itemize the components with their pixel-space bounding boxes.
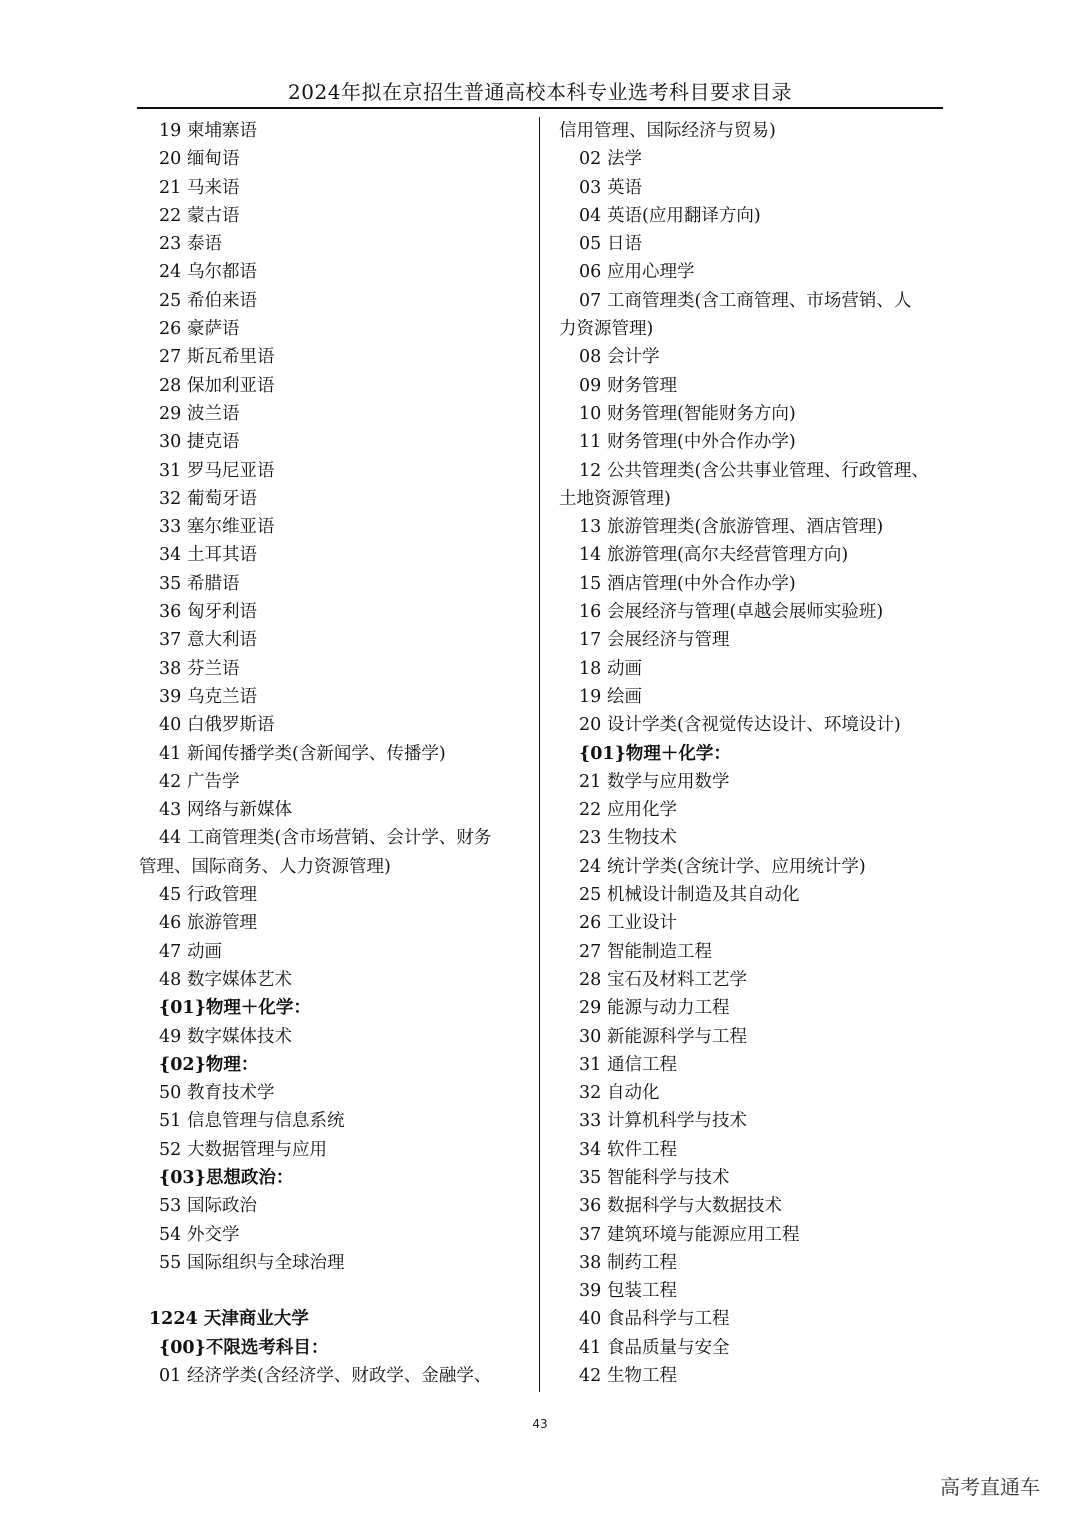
major-item (559, 372, 949, 400)
major-item (559, 1107, 949, 1135)
major-number: 22 (579, 800, 602, 821)
major-name: 应用化学 (607, 800, 677, 821)
major-item (139, 400, 529, 428)
major-name: 机械设计制造及其自动化 (607, 885, 800, 906)
major-number: 36 (159, 602, 182, 623)
major-item (139, 343, 529, 371)
major-name: 会展经济与管理(卓越会展师实验班) (607, 602, 884, 623)
major-item (139, 938, 529, 966)
major-item (139, 1221, 529, 1249)
major-name: 数据科学与大数据技术 (607, 1196, 782, 1217)
major-name: 土耳其语 (187, 545, 257, 566)
major-name: 通信工程 (607, 1054, 677, 1075)
major-number: 27 (579, 941, 602, 962)
major-name: 工商管理类(含市场营销、会计学、财务 (187, 828, 492, 849)
major-name: 新能源科学与工程 (607, 1026, 747, 1047)
major-item (559, 287, 949, 315)
major-name: 保加利亚语 (187, 375, 275, 396)
major-item (139, 1023, 529, 1051)
major-number: 20 (579, 715, 602, 736)
major-name: 食品质量与安全 (607, 1337, 730, 1358)
column-divider (539, 117, 540, 1392)
major-number: 23 (579, 828, 602, 849)
major-item (559, 1051, 949, 1079)
major-name: 设计学类(含视觉传达设计、环境设计) (607, 715, 901, 736)
major-number: 01 (159, 1366, 182, 1387)
major-name: 马来语 (187, 177, 240, 198)
major-item (139, 740, 529, 768)
major-number: 25 (159, 290, 182, 311)
header-rule (137, 107, 943, 109)
major-name: 芬兰语 (187, 658, 240, 679)
major-number: 40 (579, 1309, 602, 1330)
major-number: 54 (159, 1224, 182, 1245)
major-number: 40 (159, 715, 182, 736)
major-name: 工业设计 (607, 913, 677, 934)
major-number: 19 (159, 121, 182, 141)
major-number: 28 (579, 969, 602, 990)
major-number: 37 (579, 1224, 602, 1245)
major-item (139, 655, 529, 683)
major-item (139, 315, 529, 343)
major-number: 10 (579, 403, 602, 424)
major-item (139, 1107, 529, 1135)
major-name: 生物工程 (607, 1366, 677, 1387)
major-item (559, 938, 949, 966)
major-number: 32 (159, 488, 182, 509)
major-number: 15 (579, 573, 602, 594)
major-item (559, 1249, 949, 1277)
major-name: 经济学类(含经济学、财政学、金融学、 (187, 1366, 492, 1387)
major-item (139, 1192, 529, 1220)
major-item (559, 400, 949, 428)
major-name: 自动化 (607, 1083, 660, 1104)
major-name: 希腊语 (187, 573, 240, 594)
major-number: 16 (579, 602, 602, 623)
major-name: 匈牙利语 (187, 602, 257, 623)
major-name-continuation: 信用管理、国际经济与贸易) (559, 121, 776, 141)
major-item (559, 570, 949, 598)
major-number: 19 (579, 686, 602, 707)
major-item (559, 1192, 949, 1220)
major-item (139, 428, 529, 456)
major-item (139, 1362, 529, 1390)
major-number: 42 (579, 1366, 602, 1387)
major-item (559, 457, 949, 485)
major-name: 乌尔都语 (187, 262, 257, 283)
major-number: 08 (579, 347, 602, 368)
major-name: 智能制造工程 (607, 941, 712, 962)
major-name: 会计学 (607, 347, 660, 368)
major-number: 33 (159, 517, 182, 538)
right-column (559, 117, 949, 1390)
major-item (139, 287, 529, 315)
major-name: 蒙古语 (187, 205, 240, 226)
major-name: 财务管理(智能财务方向) (607, 403, 796, 424)
major-number: 45 (159, 885, 182, 906)
major-number: 27 (159, 347, 182, 368)
major-number: 03 (579, 177, 602, 198)
major-name: 法学 (607, 149, 642, 170)
page-title: 2024年拟在京招生普通高校本科专业选考科目要求目录 (288, 80, 792, 104)
major-name: 葡萄牙语 (187, 488, 257, 509)
major-number: 43 (159, 800, 182, 821)
major-number: 29 (159, 403, 182, 424)
major-name: 白俄罗斯语 (187, 715, 275, 736)
major-item (559, 343, 949, 371)
major-number: 31 (579, 1054, 602, 1075)
subject-requirement-heading: {03}思想政治： (159, 1167, 294, 1188)
major-number: 35 (159, 573, 182, 594)
major-name: 广告学 (187, 771, 240, 792)
major-number: 47 (159, 941, 182, 962)
major-item (139, 711, 529, 739)
major-number: 23 (159, 234, 182, 255)
major-item (559, 1136, 949, 1164)
major-name: 行政管理 (187, 885, 257, 906)
major-item (139, 683, 529, 711)
major-number: 53 (159, 1196, 182, 1217)
major-item (139, 258, 529, 286)
major-number: 12 (579, 460, 602, 481)
major-name: 网络与新媒体 (187, 800, 292, 821)
major-number: 13 (579, 517, 602, 538)
major-item (559, 626, 949, 654)
major-number: 36 (579, 1196, 602, 1217)
major-item (559, 711, 949, 739)
major-name: 旅游管理 (187, 913, 257, 934)
major-item (559, 1164, 949, 1192)
major-item (559, 994, 949, 1022)
subject-requirement-heading: {00}不限选考科目： (159, 1337, 329, 1358)
major-name: 财务管理(中外合作办学) (607, 432, 796, 453)
major-name: 捷克语 (187, 432, 240, 453)
major-item (139, 513, 529, 541)
major-name: 财务管理 (607, 375, 677, 396)
major-item (559, 1221, 949, 1249)
school-heading: 1224 天津商业大学 (149, 1309, 309, 1330)
major-item (559, 174, 949, 202)
major-name: 罗马尼亚语 (187, 460, 275, 481)
major-number: 41 (579, 1337, 602, 1358)
major-item (559, 230, 949, 258)
major-name: 国际组织与全球治理 (187, 1252, 345, 1273)
major-number: 44 (159, 828, 182, 849)
major-number: 21 (159, 177, 182, 198)
major-item (559, 683, 949, 711)
major-name: 绘画 (607, 686, 642, 707)
major-number: 51 (159, 1111, 182, 1132)
major-item (139, 1079, 529, 1107)
major-number: 24 (579, 856, 602, 877)
major-number: 38 (159, 658, 182, 679)
major-item (139, 1136, 529, 1164)
major-item (139, 174, 529, 202)
major-number: 04 (579, 205, 602, 226)
subject-requirement-heading: {01}物理＋化学： (579, 743, 731, 764)
major-item (559, 541, 949, 569)
major-item (559, 909, 949, 937)
major-number: 34 (159, 545, 182, 566)
major-number: 26 (159, 319, 182, 340)
major-name: 动画 (607, 658, 642, 679)
major-item (559, 824, 949, 852)
major-name: 豪萨语 (187, 319, 240, 340)
major-item (559, 513, 949, 541)
major-item (139, 117, 529, 145)
left-column (139, 117, 529, 1390)
major-name: 希伯来语 (187, 290, 257, 311)
major-name: 泰语 (187, 234, 222, 255)
major-name: 数字媒体技术 (187, 1026, 292, 1047)
major-number: 38 (579, 1252, 602, 1273)
major-number: 20 (159, 149, 182, 170)
major-name: 塞尔维亚语 (187, 517, 275, 538)
major-name: 信息管理与信息系统 (187, 1111, 345, 1132)
major-item (139, 372, 529, 400)
major-number: 29 (579, 998, 602, 1019)
major-number: 26 (579, 913, 602, 934)
major-name: 新闻传播学类(含新闻学、传播学) (187, 743, 446, 764)
major-number: 33 (579, 1111, 602, 1132)
major-name-continuation: 土地资源管理) (559, 488, 671, 509)
major-name: 软件工程 (607, 1139, 677, 1160)
major-item (559, 1023, 949, 1051)
major-number: 14 (579, 545, 602, 566)
major-number: 17 (579, 630, 602, 651)
major-name: 斯瓦希里语 (187, 347, 275, 368)
major-item (559, 598, 949, 626)
major-name: 应用心理学 (607, 262, 695, 283)
major-number: 18 (579, 658, 602, 679)
major-item (559, 1079, 949, 1107)
major-number: 55 (159, 1252, 182, 1273)
page-number: 43 (532, 1417, 548, 1431)
blank-line (139, 1277, 529, 1305)
major-number: 32 (579, 1083, 602, 1104)
major-name: 英语 (607, 177, 642, 198)
major-name: 旅游管理(高尔夫经营管理方向) (607, 545, 849, 566)
major-item (139, 909, 529, 937)
major-name: 酒店管理(中外合作办学) (607, 573, 796, 594)
major-name: 国际政治 (187, 1196, 257, 1217)
major-name: 柬埔寨语 (187, 121, 257, 141)
major-number: 09 (579, 375, 602, 396)
major-number: 05 (579, 234, 602, 255)
subject-requirement-heading: {01}物理＋化学： (159, 998, 311, 1019)
subject-requirement-heading: {02}物理： (159, 1054, 259, 1075)
major-number: 46 (159, 913, 182, 934)
major-name: 宝石及材料工艺学 (607, 969, 747, 990)
major-item (559, 768, 949, 796)
major-number: 35 (579, 1167, 602, 1188)
major-number: 52 (159, 1139, 182, 1160)
major-number: 49 (159, 1026, 182, 1047)
major-item (559, 881, 949, 909)
major-number: 07 (579, 290, 602, 311)
major-item (139, 1249, 529, 1277)
major-number: 39 (159, 686, 182, 707)
major-item (139, 457, 529, 485)
major-item (559, 1334, 949, 1362)
major-number: 02 (579, 149, 602, 170)
major-name: 乌克兰语 (187, 686, 257, 707)
major-number: 41 (159, 743, 182, 764)
major-item (139, 881, 529, 909)
major-item (139, 796, 529, 824)
major-item (139, 145, 529, 173)
major-name: 外交学 (187, 1224, 240, 1245)
major-item (559, 655, 949, 683)
major-item (559, 966, 949, 994)
watermark: 高考直通车 (940, 1475, 1040, 1499)
major-name: 统计学类(含统计学、应用统计学) (607, 856, 866, 877)
major-name: 食品科学与工程 (607, 1309, 730, 1330)
major-number: 50 (159, 1083, 182, 1104)
major-name: 动画 (187, 941, 222, 962)
major-item (559, 145, 949, 173)
major-number: 28 (159, 375, 182, 396)
major-item (139, 598, 529, 626)
major-number: 22 (159, 205, 182, 226)
major-item (559, 1362, 949, 1390)
major-name-continuation: 力资源管理) (559, 319, 654, 340)
major-number: 39 (579, 1281, 602, 1302)
major-number: 06 (579, 262, 602, 283)
major-item (559, 1277, 949, 1305)
major-name: 日语 (607, 234, 642, 255)
major-number: 31 (159, 460, 182, 481)
major-item (139, 570, 529, 598)
major-item (139, 541, 529, 569)
major-name: 教育技术学 (187, 1083, 275, 1104)
major-number: 30 (579, 1026, 602, 1047)
major-name: 缅甸语 (187, 149, 240, 170)
major-name: 建筑环境与能源应用工程 (607, 1224, 800, 1245)
major-name: 工商管理类(含工商管理、市场营销、人 (607, 290, 912, 311)
major-number: 34 (579, 1139, 602, 1160)
major-name: 意大利语 (187, 630, 257, 651)
major-item (139, 202, 529, 230)
major-item (139, 768, 529, 796)
major-item (139, 230, 529, 258)
major-name: 英语(应用翻译方向) (607, 205, 761, 226)
major-item (139, 485, 529, 513)
major-name-continuation: 管理、国际商务、人力资源管理) (139, 856, 391, 877)
major-item (559, 202, 949, 230)
major-name: 智能科学与技术 (607, 1167, 730, 1188)
major-name: 包装工程 (607, 1281, 677, 1302)
major-name: 数字媒体艺术 (187, 969, 292, 990)
major-item (559, 428, 949, 456)
major-item (139, 626, 529, 654)
major-name: 制药工程 (607, 1252, 677, 1273)
major-name: 计算机科学与技术 (607, 1111, 747, 1132)
major-number: 42 (159, 771, 182, 792)
major-item (139, 966, 529, 994)
major-name: 波兰语 (187, 403, 240, 424)
major-number: 25 (579, 885, 602, 906)
major-item (559, 258, 949, 286)
major-number: 11 (579, 432, 602, 453)
major-name: 旅游管理类(含旅游管理、酒店管理) (607, 517, 884, 538)
major-item (139, 824, 529, 852)
major-name: 数学与应用数学 (607, 771, 730, 792)
major-number: 21 (579, 771, 602, 792)
major-number: 37 (159, 630, 182, 651)
major-name: 公共管理类(含公共事业管理、行政管理、 (607, 460, 929, 481)
major-name: 生物技术 (607, 828, 677, 849)
major-item (559, 1305, 949, 1333)
major-name: 大数据管理与应用 (187, 1139, 327, 1160)
major-number: 30 (159, 432, 182, 453)
major-name: 会展经济与管理 (607, 630, 730, 651)
major-name: 能源与动力工程 (607, 998, 730, 1019)
major-number: 24 (159, 262, 182, 283)
major-number: 48 (159, 969, 182, 990)
major-item (559, 853, 949, 881)
major-item (559, 796, 949, 824)
